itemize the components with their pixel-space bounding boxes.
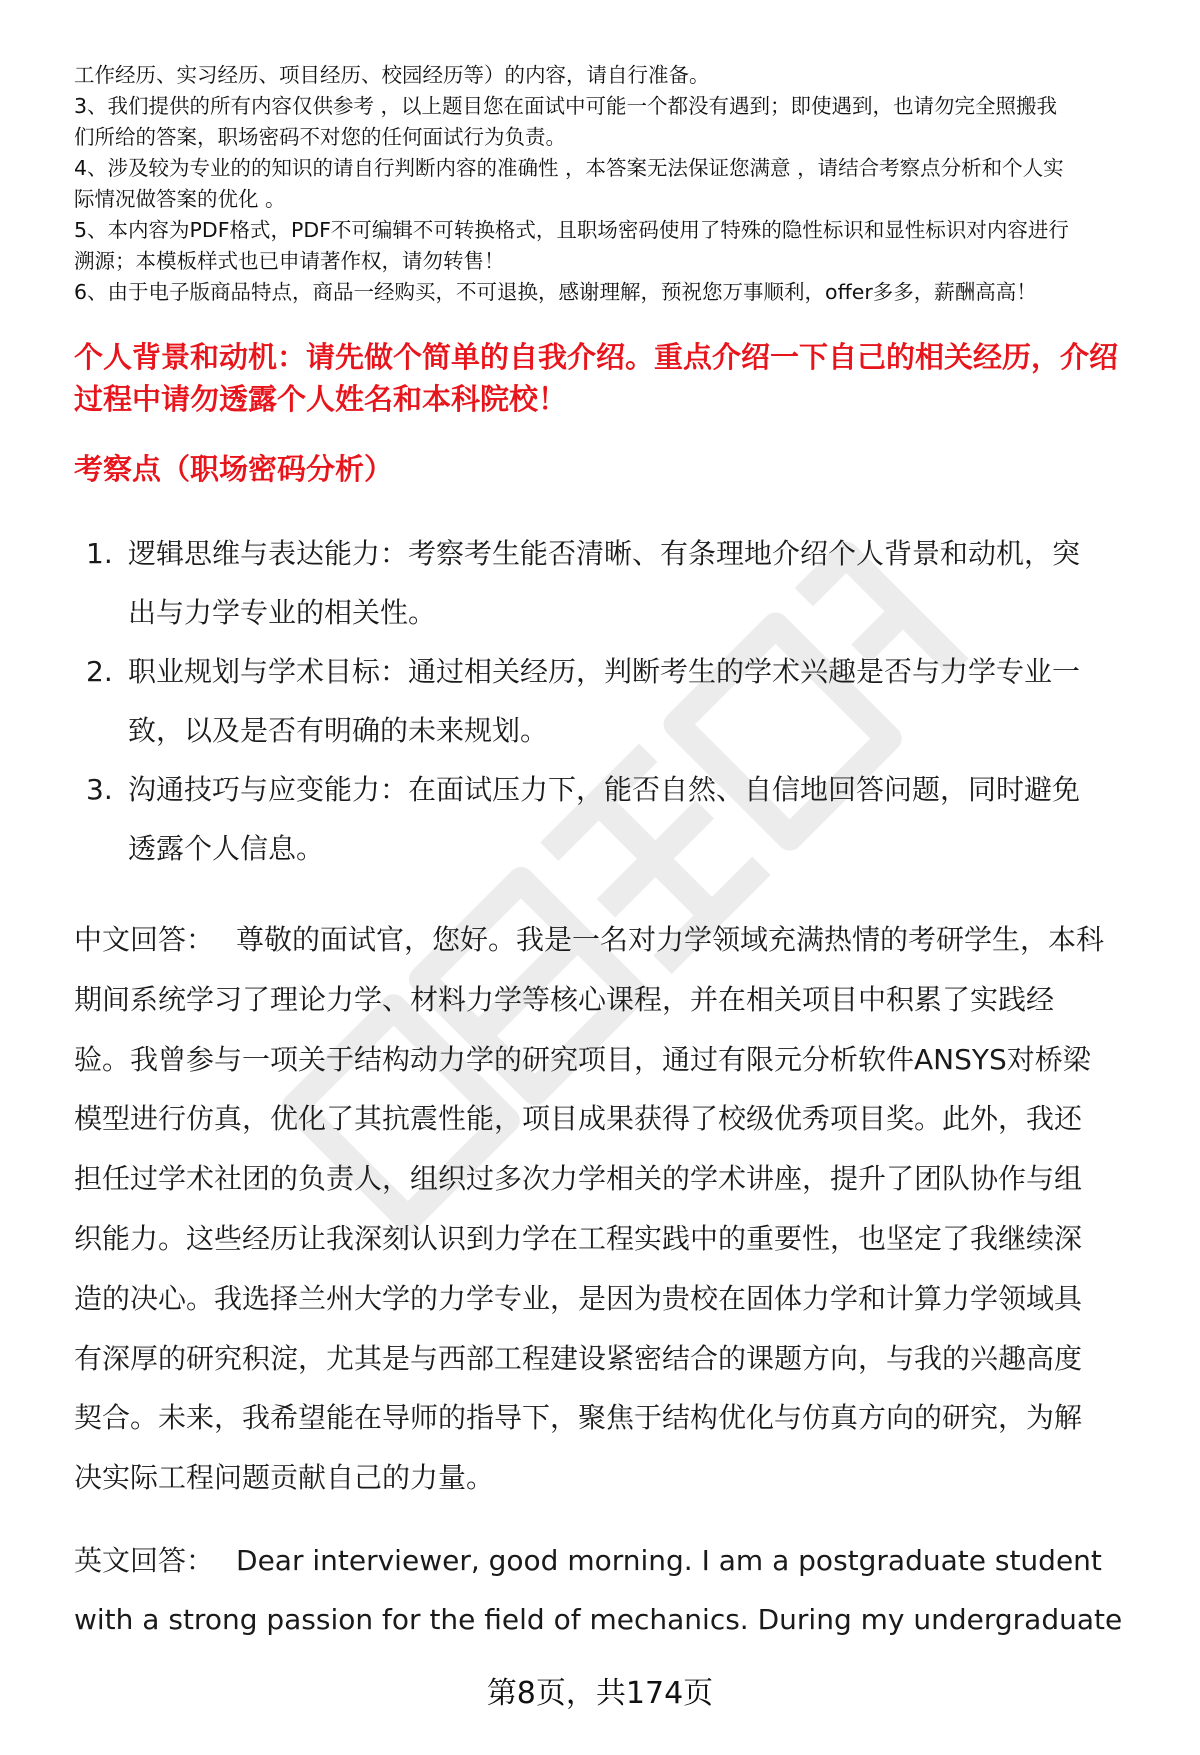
note-line: 溯源；本模板样式也已申请著作权，请勿转售！: [74, 249, 505, 273]
note-line: 3、我们提供的所有内容仅供参考 ，以上题目您在面试中可能一个都没有遇到；即使遇到，也请勿完全照搬我: [74, 94, 1058, 118]
point-text: 出与力学专业的相关性。: [128, 596, 437, 629]
point-text: 职业规划与学术目标：通过相关经历，判断考生的学术兴趣是否与力学专业一: [128, 655, 1081, 688]
point-number: 3.: [86, 773, 113, 806]
note-line: 6、由于电子版商品特点，商品一经购买，不可退换，感谢理解，预祝您万事顺利，offer多多，薪酬高高！: [74, 280, 1037, 304]
chinese-answer: [74, 910, 1154, 1508]
question-line: 个人背景和动机：请先做个简单的自我介绍。重点介绍一下自己的相关经历，介绍: [74, 340, 1119, 374]
answer-text: 尊敬的面试官，您好。我是一名对力学领域充满热情的考研学生，本科: [236, 923, 1105, 956]
answer-line: 有深厚的研究积淀，尤其是与西部工程建设紧密结合的课题方向，与我的兴趣高度: [74, 1341, 1083, 1375]
analysis-point: [74, 524, 1154, 642]
note-line: 5、本内容为PDF格式，PDF不可编辑不可转换格式，且职场密码使用了特殊的隐性标识和显性标识对内容进行: [74, 218, 1069, 242]
answer-line: 验。我曾参与一项关于结构动力学的研究项目，通过有限元分析软件ANSYS对桥梁: [74, 1042, 1091, 1076]
page-indicator: 第8页，共174页: [486, 1676, 714, 1711]
answer-label: 英文回答：: [74, 1544, 215, 1577]
analysis-heading: 考察点（职场密码分析）: [74, 452, 394, 486]
answer-line: 担任过学术社团的负责人，组织过多次力学相关的学术讲座，提升了团队协作与组: [74, 1162, 1083, 1196]
answer-line-first: [74, 910, 1154, 970]
note-line: 际情况做答案的优化 。: [74, 187, 286, 211]
answer-line: 织能力。这些经历让我深刻认识到力学在工程实践中的重要性，也坚定了我继续深: [74, 1221, 1083, 1255]
point-text: 致，以及是否有明确的未来规划。: [128, 714, 549, 747]
answer-line: 决实际工程问题贡献自己的力量。: [74, 1461, 495, 1495]
question-line: 过程中请勿透露个人姓名和本科院校！: [74, 382, 568, 416]
note-line: 4、涉及较为专业的的知识的请自行判断内容的准确性 ，本答案无法保证您满意 ，请结合考察点分析和个人实: [74, 156, 1064, 180]
analysis-point: [74, 760, 1154, 878]
answer-line: 模型进行仿真，优化了其抗震性能，项目成果获得了校级优秀项目奖。此外，我还: [74, 1102, 1083, 1136]
answer-line: 契合。未来，我希望能在导师的指导下，聚焦于结构优化与仿真方向的研究，为解: [74, 1401, 1083, 1435]
answer-line: with a strong passion for the field of mechanics. During my undergraduate: [74, 1603, 1123, 1636]
point-text: 逻辑思维与表达能力：考察考生能否清晰、有条理地介绍个人背景和动机，突: [128, 537, 1081, 570]
point-text: 沟通技巧与应变能力：在面试压力下，能否自然、自信地回答问题，同时避免: [128, 773, 1081, 806]
point-number: 2.: [86, 655, 113, 688]
answer-line-first: [74, 1531, 1154, 1590]
english-answer: [74, 1531, 1154, 1649]
analysis-point: [74, 642, 1154, 760]
point-number: 1.: [86, 537, 113, 570]
question-title: [74, 336, 1154, 420]
answer-line: 造的决心。我选择兰州大学的力学专业，是因为贵校在固体力学和计算力学领域具: [74, 1281, 1083, 1315]
note-line: 们所给的答案，职场密码不对您的任何面试行为负责。: [74, 125, 566, 149]
disclaimer-notes: [74, 60, 1154, 308]
point-text: 透露个人信息。: [128, 832, 325, 865]
answer-line: 期间系统学习了理论力学、材料力学等核心课程，并在相关项目中积累了实践经: [74, 982, 1055, 1016]
answer-label: 中文回答：: [74, 923, 215, 956]
analysis-points: [74, 524, 1154, 878]
answer-text: Dear interviewer, good morning. I am a postgraduate student: [236, 1544, 1102, 1577]
note-line: 工作经历、实习经历、项目经历、校园经历等）的内容，请自行准备。: [74, 63, 710, 87]
